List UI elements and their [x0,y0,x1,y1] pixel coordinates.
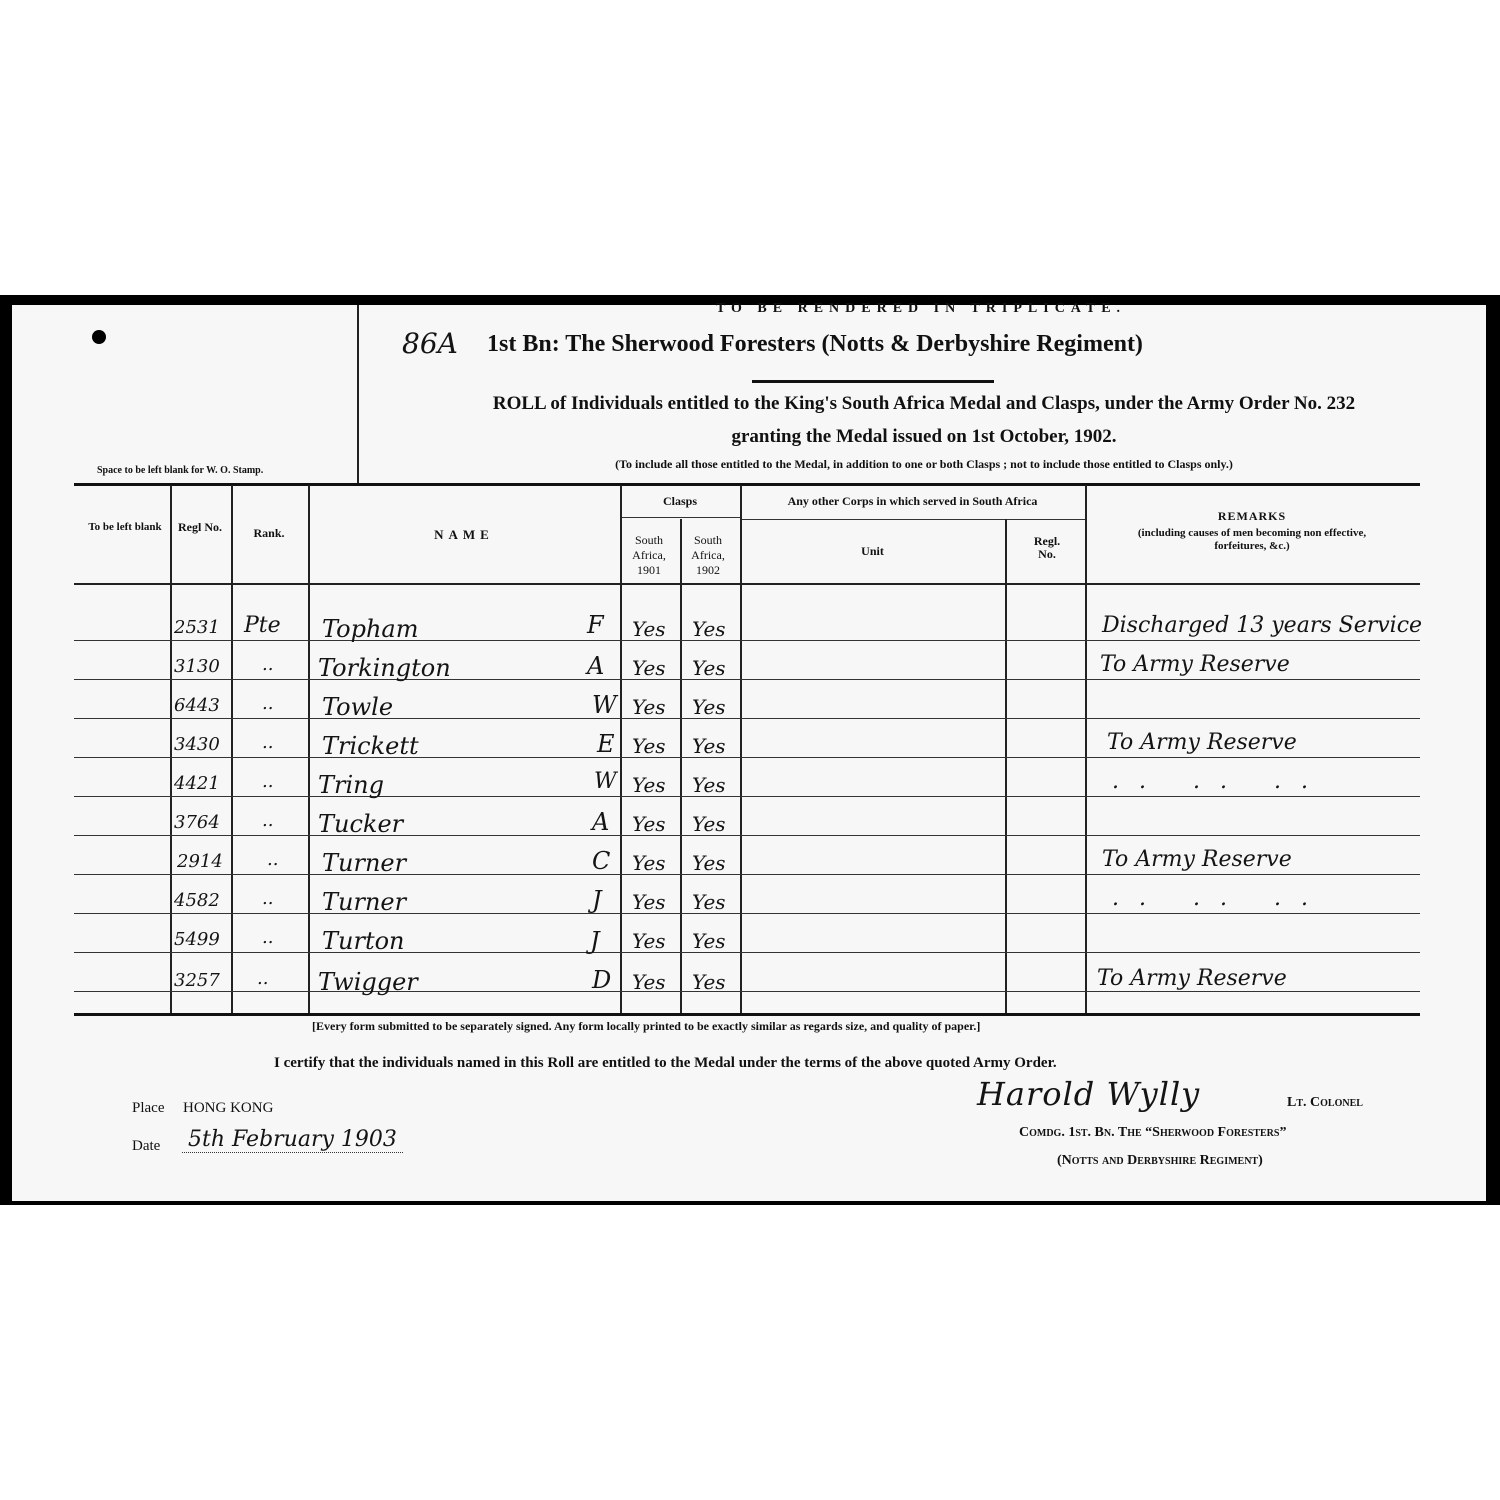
regl-cell: 6443 [174,695,220,716]
sa1902-cell: Yes [692,734,726,758]
col-remarks: REMARKS [1217,509,1287,523]
rank-cell: Pte [244,613,281,638]
sa1902-cell: Yes [692,929,726,953]
initial-cell: D [592,966,612,994]
col-line-6 [740,485,742,1015]
corps-rule [740,519,1085,520]
punch-hole [92,330,106,344]
command-line-2: (Notts and Derbyshire Regiment) [1057,1153,1263,1168]
sa1902-cell: Yes [692,851,726,875]
col-line-3 [308,485,310,1015]
signature: Harold Wylly [977,1075,1201,1113]
battalion-title: 1st Bn: The Sherwood Foresters (Notts & Derbyshire Regiment) [487,331,1143,357]
sa1902-cell: Yes [692,656,726,680]
row-rule [74,679,1420,680]
document-scan [0,295,1500,1205]
col-remarks-note: (including causes of men becoming non effective, forfeitures, &c.) [1137,527,1367,552]
initial-cell: F [587,611,604,639]
form-note: [Every form submitted to be separately signed. Any form locally printed to be exactly similar as regards size, and quality of paper.] [312,1019,981,1033]
sa1901-cell: Yes [632,773,666,797]
sa1902-cell: Yes [692,617,726,641]
rank-title: Lt. Colonel [1287,1095,1363,1110]
form-sheet [12,301,1486,1201]
sa1902-cell: Yes [692,970,726,994]
regl-cell: 3764 [174,812,220,833]
initial-cell: A [587,652,605,680]
remarks-cell: Discharged 13 years Service [1102,613,1423,638]
rank-cell: .. [262,732,274,753]
header-bottom-rule [74,583,1420,585]
col-clasps: Clasps [662,494,697,508]
regl-cell: 2914 [177,851,223,872]
col-blank: To be left blank [88,521,162,533]
col-sa1902: South Africa, 1902 [691,533,725,577]
col-other-corps: Any other Corps in which served in South Africa [787,494,1038,508]
sa1901-cell: Yes [632,929,666,953]
ref-number: 86A [402,327,458,360]
clasps-rule [620,517,740,518]
row-rule [74,952,1420,953]
command-line-1: Comdg. 1st. Bn. The “Sherwood Foresters” [1019,1125,1287,1140]
table-top-rule [74,483,1420,486]
row-rule [74,874,1420,875]
rank-cell: .. [257,968,269,989]
date-label: Date [132,1138,161,1154]
surname-cell: Turton [322,927,405,955]
regl-cell: 3130 [174,656,220,677]
row-rule [74,796,1420,797]
col-other-regl: Regl. No. [1033,534,1061,561]
remarks-cell: To Army Reserve [1107,730,1297,755]
col-line-2 [231,485,233,1015]
col-sa1901: South Africa, 1901 [632,533,666,577]
initial-cell: E [597,730,615,758]
rank-cell: .. [267,849,279,870]
roll-title-line2: granting the Medal issued on 1st October, 1902. [731,426,1117,447]
initial-cell: J [590,927,600,955]
col-unit: Unit [861,544,884,558]
regl-cell: 3430 [174,734,220,755]
sa1901-cell: Yes [632,656,666,680]
col-line-8 [1085,485,1087,1015]
sa1902-cell: Yes [692,812,726,836]
col-line-7 [1005,519,1007,1015]
rank-cell: .. [262,771,274,792]
col-name: NAME [434,527,494,542]
surname-cell: Topham [322,615,419,643]
surname-cell: Towle [322,693,394,721]
stamp-space-label: Space to be left blank for W. O. Stamp. [97,465,264,476]
regl-cell: 3257 [174,970,220,991]
surname-cell: Tring [318,771,384,799]
regl-cell: 2531 [174,617,220,638]
sa1902-cell: Yes [692,890,726,914]
regl-cell: 5499 [174,929,220,950]
row-rule [74,913,1420,914]
remarks-cell: To Army Reserve [1097,966,1287,991]
sa1902-cell: Yes [692,773,726,797]
certify-statement: I certify that the individuals named in this Roll are entitled to the Medal under the terms of the above quoted Army Order. [274,1055,1057,1071]
sa1901-cell: Yes [632,695,666,719]
col-line-5 [680,519,682,1015]
rank-cell: .. [262,927,274,948]
rank-cell: .. [262,810,274,831]
initial-cell: C [592,847,611,875]
row-rule [74,640,1420,641]
surname-cell: Trickett [322,732,419,760]
initial-cell: A [592,808,610,836]
sa1901-cell: Yes [632,851,666,875]
remarks-cell: To Army Reserve [1102,847,1292,872]
sa1901-cell: Yes [632,812,666,836]
regl-cell: 4582 [174,890,220,911]
row-rule [74,835,1420,836]
surname-cell: Tucker [318,810,404,838]
col-line-4 [620,485,622,1015]
col-rank: Rank. [253,526,285,540]
rank-cell: .. [262,693,274,714]
triplicate-note: TO BE RENDERED IN TRIPLICATE. [715,301,1127,316]
rank-cell: .. [262,654,274,675]
initial-cell: J [592,886,602,914]
place-value: HONG KONG [183,1100,274,1116]
row-rule [74,718,1420,719]
sa1901-cell: Yes [632,970,666,994]
sa1901-cell: Yes [632,617,666,641]
initial-cell: W [592,691,617,719]
date-value: 5th February 1903 [182,1127,403,1153]
remarks-cell: .. .. .. [1112,769,1328,794]
sa1901-cell: Yes [632,734,666,758]
surname-cell: Torkington [318,654,451,682]
surname-cell: Twigger [318,968,418,996]
col-line-1 [170,485,172,1015]
title-rule [752,380,994,383]
surname-cell: Turner [322,849,407,877]
regl-cell: 4421 [174,773,220,794]
remarks-cell: .. .. .. [1112,886,1328,911]
row-rule [74,991,1420,992]
roll-note: (To include all those entitled to the Medal, in addition to one or both Clasps ; not to include those entitled to Clasps only.) [615,457,1233,471]
stamp-divider [357,305,359,485]
initial-cell: W [594,769,617,794]
sa1901-cell: Yes [632,890,666,914]
remarks-cell: To Army Reserve [1100,652,1290,677]
place-label: Place [132,1100,165,1116]
sa1902-cell: Yes [692,695,726,719]
table-bottom-rule [74,1013,1420,1016]
roll-title-line1: ROLL of Individuals entitled to the King's South Africa Medal and Clasps, under the Army Order No. 232 [492,393,1356,414]
row-rule [74,757,1420,758]
col-regl-no: Regl No. [178,520,222,534]
surname-cell: Turner [322,888,407,916]
rank-cell: .. [262,888,274,909]
